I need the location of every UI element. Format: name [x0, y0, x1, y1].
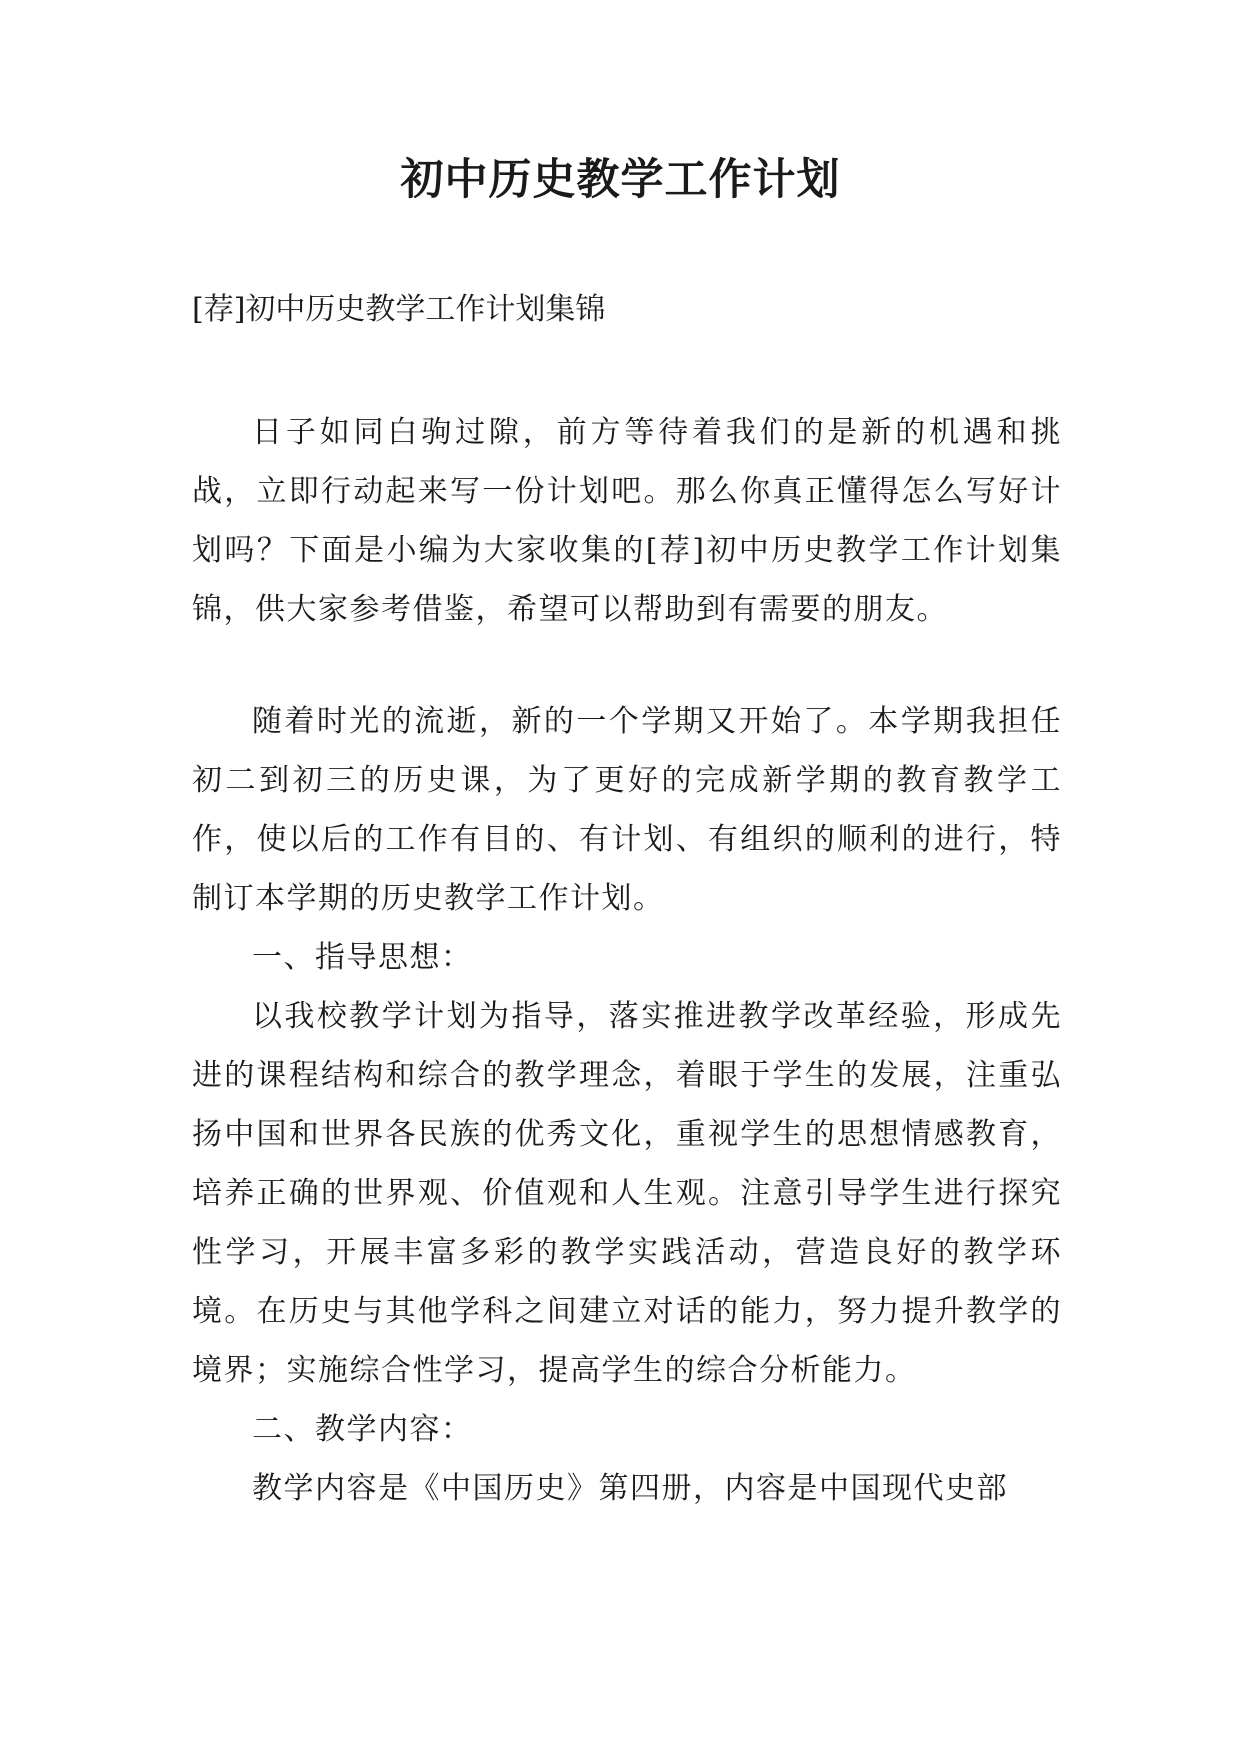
paragraph-guiding-thought: 以我校教学计划为指导，落实推进教学改革经验，形成先进的课程结构和综合的教学理念，着眼于学生的发展，注重弘扬中国和世界各民族的优秀文化，重视学生的思想情感教育，培养正确的世界观、价值观和人生观。注意引导学生进行探究性学习，开展丰富多彩的教学实践活动，营造良好的教学环境。在历史与其他学科之间建立对话的能力，努力提升教学的境界；实施综合性学习，提高学生的综合分析能力。	[192, 999, 1062, 1388]
paragraph-teaching-content: 教学内容是《中国历史》第四册，内容是中国现代史部	[252, 1471, 1008, 1506]
main-body	[192, 692, 1062, 1518]
section-heading-teaching-content: 二、教学内容：	[252, 1412, 473, 1447]
document-title: 初中历史教学工作计划	[400, 155, 841, 205]
intro-paragraph: 日子如同白驹过隙，前方等待着我们的是新的机遇和挑战，立即行动起来写一份计划吧。那么你真正懂得怎么写好计划吗？下面是小编为大家收集的[荐]初中历史教学工作计划集锦，供大家参考借鉴，希望可以帮助到有需要的朋友。	[192, 415, 1062, 627]
section-heading-guiding-thought: 一、指导思想：	[252, 940, 473, 975]
intro-block	[192, 403, 1062, 639]
document-subtitle: [荐]初中历史教学工作计划集锦	[192, 292, 606, 327]
paragraph-opening: 随着时光的流逝，新的一个学期又开始了。本学期我担任初二到初三的历史课，为了更好的完成新学期的教育教学工作，使以后的工作有目的、有计划、有组织的顺利的进行，特制订本学期的历史教学工作计划。	[192, 704, 1062, 916]
